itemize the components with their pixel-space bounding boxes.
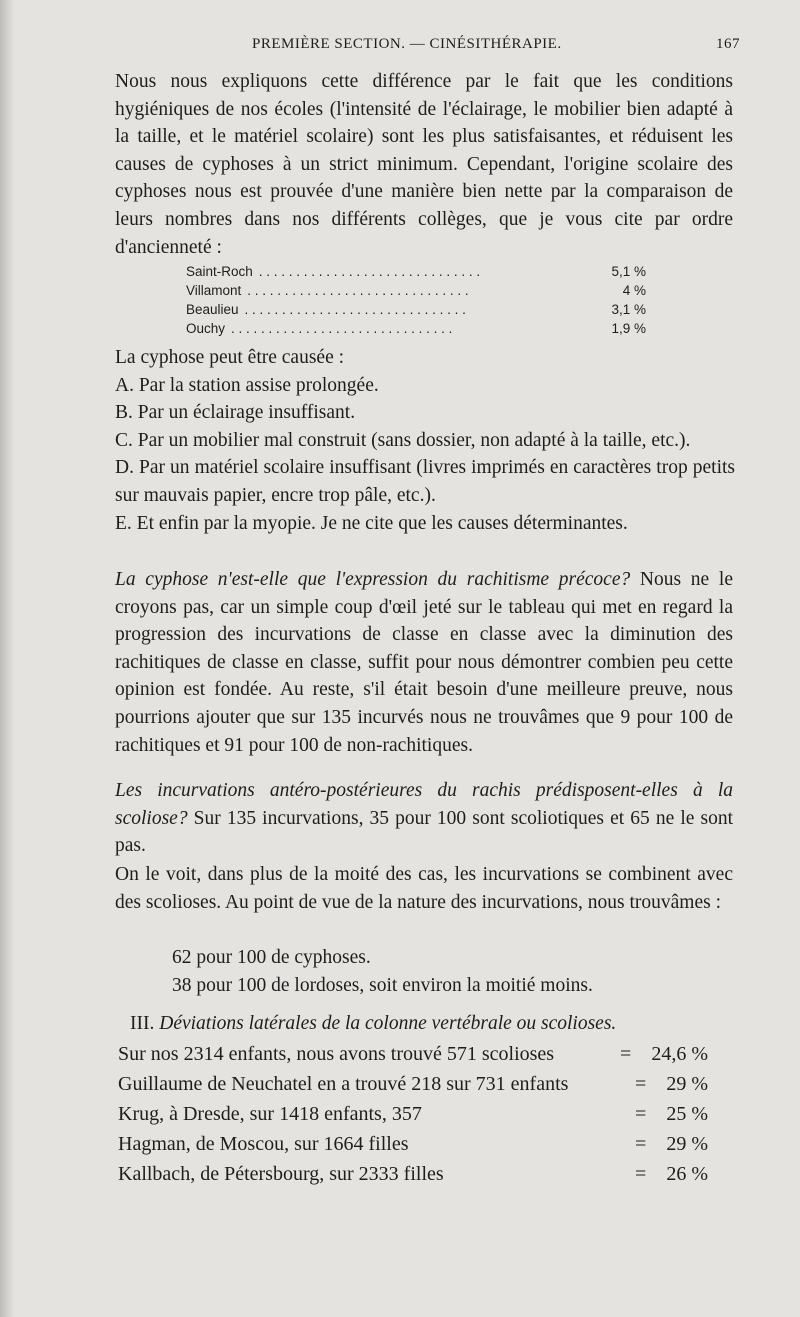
causes-list — [115, 344, 735, 537]
stat-text: Guillaume de Neuchatel en a trouvé 218 sur 731 enfants — [118, 1073, 569, 1095]
list-item: Sur nos 2314 enfants, nous avons trouvé 571 scolioses = 24,6 % — [118, 1039, 708, 1069]
stat-value: 26 % — [666, 1163, 708, 1185]
list-item: B. Par un éclairage insuffisant. — [115, 402, 356, 424]
stat-text: Krug, à Dresde, sur 1418 enfants, 357 — [118, 1103, 422, 1125]
stat-value: 24,6 % — [651, 1043, 708, 1065]
statistics-list — [118, 1039, 708, 1189]
section-heading — [130, 1010, 730, 1038]
college-name: Ouchy — [186, 321, 226, 336]
list-item: C. Par un mobilier mal construit (sans dossier, non adapté à la taille, etc.). — [115, 429, 691, 451]
rachitisme-question: La cyphose n'est-elle que l'expression du rachitisme précoce? — [115, 569, 631, 590]
section-title: Déviations latérales de la colonne vertébrale ou scolioses. — [159, 1013, 617, 1034]
section-number: III. — [130, 1013, 155, 1034]
college-name: Beaulieu — [186, 302, 239, 317]
scoliose-paragraph — [115, 777, 733, 860]
table-row: Beaulieu . . . . . . . . . . . . . . . . . . . . . . . . . . . . . . 3,1 % — [186, 302, 646, 317]
intro-paragraph — [115, 68, 733, 261]
table-row: Villamont . . . . . . . . . . . . . . . . . . . . . . . . . . . . . . 4 % — [186, 283, 646, 298]
list-item: Kallbach, de Pétersbourg, sur 2333 filles = 26 % — [118, 1159, 708, 1189]
stat-value: 25 % — [666, 1103, 708, 1125]
list-item: 38 pour 100 de lordoses, soit environ la moitié moins. — [172, 974, 593, 996]
combine-text: On le voit, dans plus de la moité des cas, les incurvations se combinent avec des scolioses. Au point de vue de la nature des incurvations, nous trouvâmes : — [115, 864, 733, 913]
list-item: Krug, à Dresde, sur 1418 enfants, 357 = 25 % — [118, 1099, 708, 1129]
stat-text: Kallbach, de Pétersbourg, sur 2333 filles — [118, 1163, 444, 1185]
college-value: 3,1 % — [611, 302, 646, 317]
intro-text: Nous nous expliquons cette différence par le fait que les conditions hygiéniques de nos écoles (l'intensité de l'éclairage, le mobilier bien adapté à la taille, et le matériel scolaire) sont les plus satisfaisantes, et réduisent les causes de cyphoses à un strict minimum. Cependant, l'origine scolaire des cyphoses nous est prouvée d'une manière bien nette par la comparaison de leurs nombres dans nos différents collèges, que je vous cite par ordre d'ancienneté : — [115, 71, 733, 258]
page-spine-shadow — [0, 0, 14, 1317]
scoliose-question: Les incurvations antéro-postérieures du rachis prédisposent-elles à la scoliose? — [115, 780, 733, 829]
college-value: 1,9 % — [611, 321, 646, 336]
list-item: Hagman, de Moscou, sur 1664 filles = 29 % — [118, 1129, 708, 1159]
table-row: Ouchy . . . . . . . . . . . . . . . . . . . . . . . . . . . . . . 1,9 % — [186, 321, 646, 336]
list-item: Guillaume de Neuchatel en a trouvé 218 sur 731 enfants = 29 % — [118, 1069, 708, 1099]
stat-text: Hagman, de Moscou, sur 1664 filles — [118, 1133, 409, 1155]
stat-value: 29 % — [666, 1073, 708, 1095]
college-name: Villamont — [186, 283, 242, 298]
college-value: 4 % — [622, 283, 646, 298]
table-row: Saint-Roch . . . . . . . . . . . . . . . . . . . . . . . . . . . . . . 5,1 % — [186, 264, 646, 279]
list-item: E. Et enfin par la myopie. Je ne cite que les causes déterminantes. — [115, 512, 628, 534]
causes-intro: La cyphose peut être causée : — [115, 347, 345, 368]
nature-list — [172, 944, 732, 999]
list-item: 62 pour 100 de cyphoses. — [172, 947, 371, 968]
college-table — [186, 262, 646, 338]
stat-value: 29 % — [666, 1133, 708, 1155]
stat-text: Sur nos 2314 enfants, nous avons trouvé 571 scolioses — [118, 1043, 555, 1065]
rachitisme-paragraph — [115, 566, 733, 759]
combine-paragraph — [115, 861, 733, 916]
running-header — [100, 36, 740, 58]
list-item: A. Par la station assise prolongée. — [115, 374, 379, 396]
scoliose-answer: Sur 135 incurvations, 35 pour 100 sont scoliotiques et 65 ne le sont pas. — [115, 807, 733, 857]
list-item: D. Par un matériel scolaire insuffisant (livres imprimés en caractères trop petits sur mauvais papier, encre trop pâle, etc.). — [115, 457, 735, 506]
college-value: 5,1 % — [611, 264, 646, 279]
header-title: PREMIÈRE SECTION. — CINÉSITHÉRAPIE. — [252, 36, 562, 52]
college-name: Saint-Roch — [186, 264, 253, 279]
rachitisme-answer: Nous ne le croyons pas, car un simple coup d'œil jeté sur le tableau qui met en regard la progression des incurvations de classe en classe avec la diminution des rachitiques de classe en classe, suffit pour nous démontrer combien peu cette opinion est fondée. Au reste, s'il était besoin d'une meilleure preuve, nous pourrions ajouter que sur 135 incurvés nous ne trouvâmes que 9 pour 100 de rachitiques et 91 pour 100 de non-rachitiques. — [115, 569, 733, 756]
page-number: 167 — [716, 36, 740, 52]
